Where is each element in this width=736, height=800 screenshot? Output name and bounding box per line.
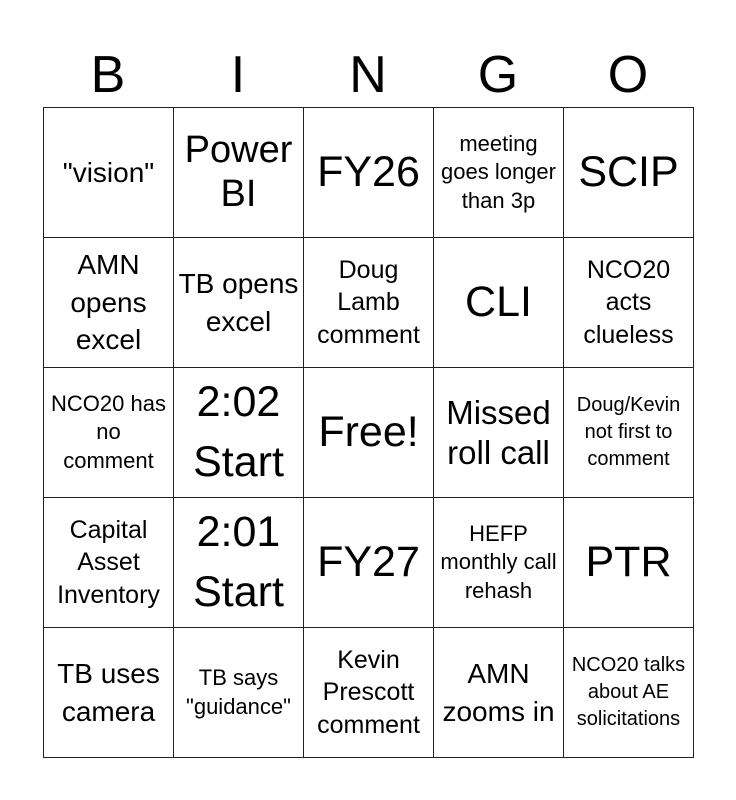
bingo-board bbox=[43, 107, 694, 758]
bingo-cell-r3c3-free[interactable]: Free! bbox=[304, 368, 434, 498]
bingo-cell-r3c1[interactable]: NCO20 has no comment bbox=[44, 368, 174, 498]
bingo-cell-r5c3[interactable]: Kevin Prescott comment bbox=[304, 628, 434, 758]
bingo-cell-r4c5[interactable]: PTR bbox=[564, 498, 694, 628]
bingo-cell-r5c2[interactable]: TB says "guidance" bbox=[174, 628, 304, 758]
bingo-cell-r5c5[interactable]: NCO20 talks about AE solicitations bbox=[564, 628, 694, 758]
bingo-cell-r4c1[interactable]: Capital Asset Inventory bbox=[44, 498, 174, 628]
bingo-cell-r5c1[interactable]: TB uses camera bbox=[44, 628, 174, 758]
bingo-cell-r1c5[interactable]: SCIP bbox=[564, 108, 694, 238]
header-letter-g: G bbox=[477, 46, 519, 104]
bingo-cell-r2c3[interactable]: Doug Lamb comment bbox=[304, 238, 434, 368]
bingo-cell-r5c4[interactable]: AMN zooms in bbox=[434, 628, 564, 758]
bingo-cell-r1c2[interactable]: Power BI bbox=[174, 108, 304, 238]
header-letter-o: O bbox=[607, 46, 649, 104]
bingo-cell-r3c4[interactable]: Missed roll call bbox=[434, 368, 564, 498]
bingo-cell-r2c2[interactable]: TB opens excel bbox=[174, 238, 304, 368]
bingo-cell-r4c2[interactable]: 2:01 Start bbox=[174, 498, 304, 628]
bingo-cell-r1c4[interactable]: meeting goes longer than 3p bbox=[434, 108, 564, 238]
bingo-cell-r2c5[interactable]: NCO20 acts clueless bbox=[564, 238, 694, 368]
bingo-cell-r1c1[interactable]: "vision" bbox=[44, 108, 174, 238]
header-letter-n: N bbox=[349, 46, 387, 104]
bingo-cell-r2c4[interactable]: CLI bbox=[434, 238, 564, 368]
bingo-cell-r4c4[interactable]: HEFP monthly call rehash bbox=[434, 498, 564, 628]
bingo-cell-r3c5[interactable]: Doug/Kevin not first to comment bbox=[564, 368, 694, 498]
header-letter-b: B bbox=[90, 46, 126, 104]
bingo-cell-r4c3[interactable]: FY27 bbox=[304, 498, 434, 628]
bingo-header bbox=[43, 42, 693, 108]
header-letter-i: I bbox=[230, 46, 246, 104]
bingo-cell-r2c1[interactable]: AMN opens excel bbox=[44, 238, 174, 368]
bingo-cell-r1c3[interactable]: FY26 bbox=[304, 108, 434, 238]
bingo-cell-r3c2[interactable]: 2:02 Start bbox=[174, 368, 304, 498]
